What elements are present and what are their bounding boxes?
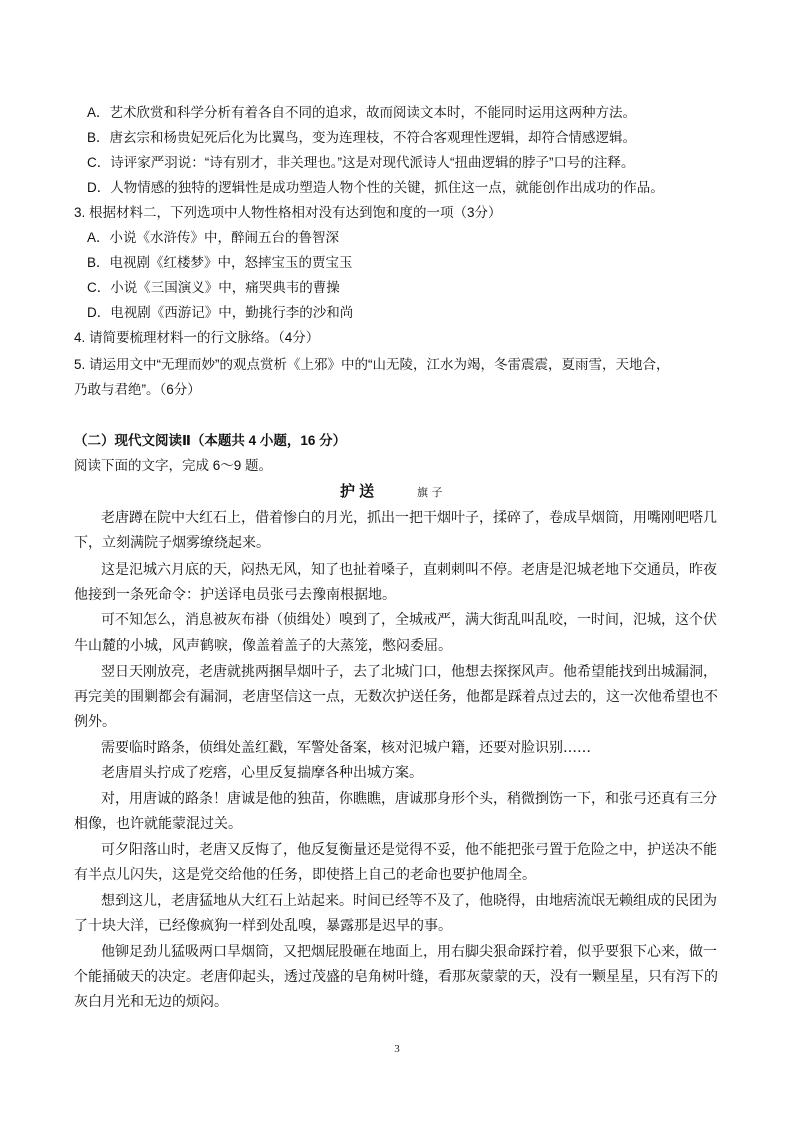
story-line: 了十块大洋，已经像疯狗一样到处乱嗅，暴露那是迟早的事。: [74, 918, 452, 934]
q3-stem: 3. 根据材料二，下列选项中人物性格相对没有达到饱和度的一项（3分）: [74, 205, 502, 220]
q3-option-d: D．电视剧《西游记》中，勤挑行李的沙和尚: [87, 305, 354, 320]
story-line: 灰白月光和无边的烦闷。: [74, 994, 228, 1010]
q2-option-c: C．诗评家严羽说：“诗有别才，非关理也。”这是对现代派诗人“扭曲逻辑的脖子”口号的注释。: [87, 155, 635, 170]
story-line: 个能捅破天的决定。老唐仰起头，透过茂盛的皂角树叶缝，看那灰蒙蒙的天，没有一颗星星，只有泻下的: [74, 969, 718, 985]
story-line: 可不知怎么，消息被灰布褂（侦缉处）嗅到了，全城戒严，满大街乱叫乱咬，一时间，氾城，这个伏: [101, 612, 717, 628]
story-line: 可夕阳落山时，老唐又反悔了，他反复衡量还是觉得不妥，他不能把张弓置于危险之中，护送决不能: [101, 842, 717, 858]
story-line: 老唐蹲在院中大红石上，借着惨白的月光，抓出一把干烟叶子，揉碎了，卷成旱烟筒，用嘴刚吧嗒几: [101, 510, 717, 526]
story-line: 需要临时路条，侦缉处盖红戳，军警处备案，核对氾城户籍，还要对脸识别……: [101, 740, 591, 756]
q3-option-b: B．电视剧《红楼梦》中，怒摔宝玉的贾宝玉: [87, 255, 353, 270]
story-title: 护 送: [340, 483, 375, 500]
story-author: 旗 子: [417, 486, 443, 499]
page-number: 3: [394, 1043, 400, 1055]
q5-stem-line1: 5. 请运用文中“无理而妙”的观点赏析《上邪》中的“山无陵，江水为竭，冬雷震震，夏雨雪，天地合，: [74, 357, 670, 372]
story-line: 翌日天刚放亮，老唐就挑两捆旱烟叶子，去了北城门口，他想去探探风声。他希望能找到出城漏洞，: [101, 664, 717, 680]
story-line: 想到这儿，老唐猛地从大红石上站起来。时间已经等不及了，他晓得，由地痞流氓无赖组成的民团为: [101, 893, 717, 909]
story-line: 有半点儿闪失，这是党交给他的任务，即使搭上自己的老命也要护他周全。: [74, 867, 536, 883]
story-line: 下，立刻满院子烟雾缭绕起来。: [74, 535, 270, 551]
story-line: 牛山麓的小城，风声鹤唳，像盖着盖子的大蒸笼，憋闷委屈。: [74, 638, 452, 654]
story-line: 他铆足劲儿猛吸两口旱烟筒，又把烟屁股砸在地面上，用右脚尖狠命踩拧着，似乎要狠下心来，做一: [101, 944, 717, 960]
q2-option-a: A．艺术欣赏和科学分析有着各自不同的追求，故而阅读文本时，不能同时运用这两种方法。: [87, 105, 637, 120]
q4-stem: 4. 请简要梳理材料一的行文脉络。（4分）: [74, 330, 320, 345]
story-line: 相像，也许就能蒙混过关。: [74, 816, 242, 832]
story-line: 再完美的围剿都会有漏洞，老唐坚信这一点，无数次护送任务，他都是踩着点过去的，这一次他希望也不: [74, 689, 718, 705]
q2-option-d: D．人物情感的独特的逻辑性是成功塑造人物个性的关键，抓住这一点，就能创作出成功的作品。: [87, 180, 664, 195]
story-line: 这是氾城六月底的天，闷热无风，知了也扯着嗓子，直刺刺叫不停。老唐是氾城老地下交通员，昨夜: [101, 562, 717, 578]
story-line: 老唐眉头拧成了疙瘩，心里反复揣摩各种出城方案。: [101, 765, 423, 781]
story-line: 他接到一条死命令：护送译电员张弓去豫南根据地。: [74, 587, 396, 603]
q3-option-c: C．小说《三国演义》中，痛哭典韦的曹操: [87, 280, 340, 295]
section-heading: （二）现代文阅读Ⅱ（本题共 4 小题，16 分）: [74, 433, 347, 448]
story-line: 对，用唐诚的路条！唐诚是他的独苗，你瞧瞧，唐诚那身形个头，稍微捯饬一下，和张弓还真有三分: [101, 791, 717, 807]
q5-stem-line2: 乃敢与君绝”。（6分）: [74, 382, 201, 397]
story-line: 例外。: [74, 714, 116, 730]
q3-option-a: A．小说《水浒传》中，醉闹五台的鲁智深: [87, 230, 340, 245]
section-instruction: 阅读下面的文字，完成 6～9 题。: [74, 458, 273, 473]
q2-option-b: B．唐玄宗和杨贵妃死后化为比翼鸟，变为连理枝，不符合客观理性逻辑，却符合情感逻辑。: [87, 130, 637, 145]
